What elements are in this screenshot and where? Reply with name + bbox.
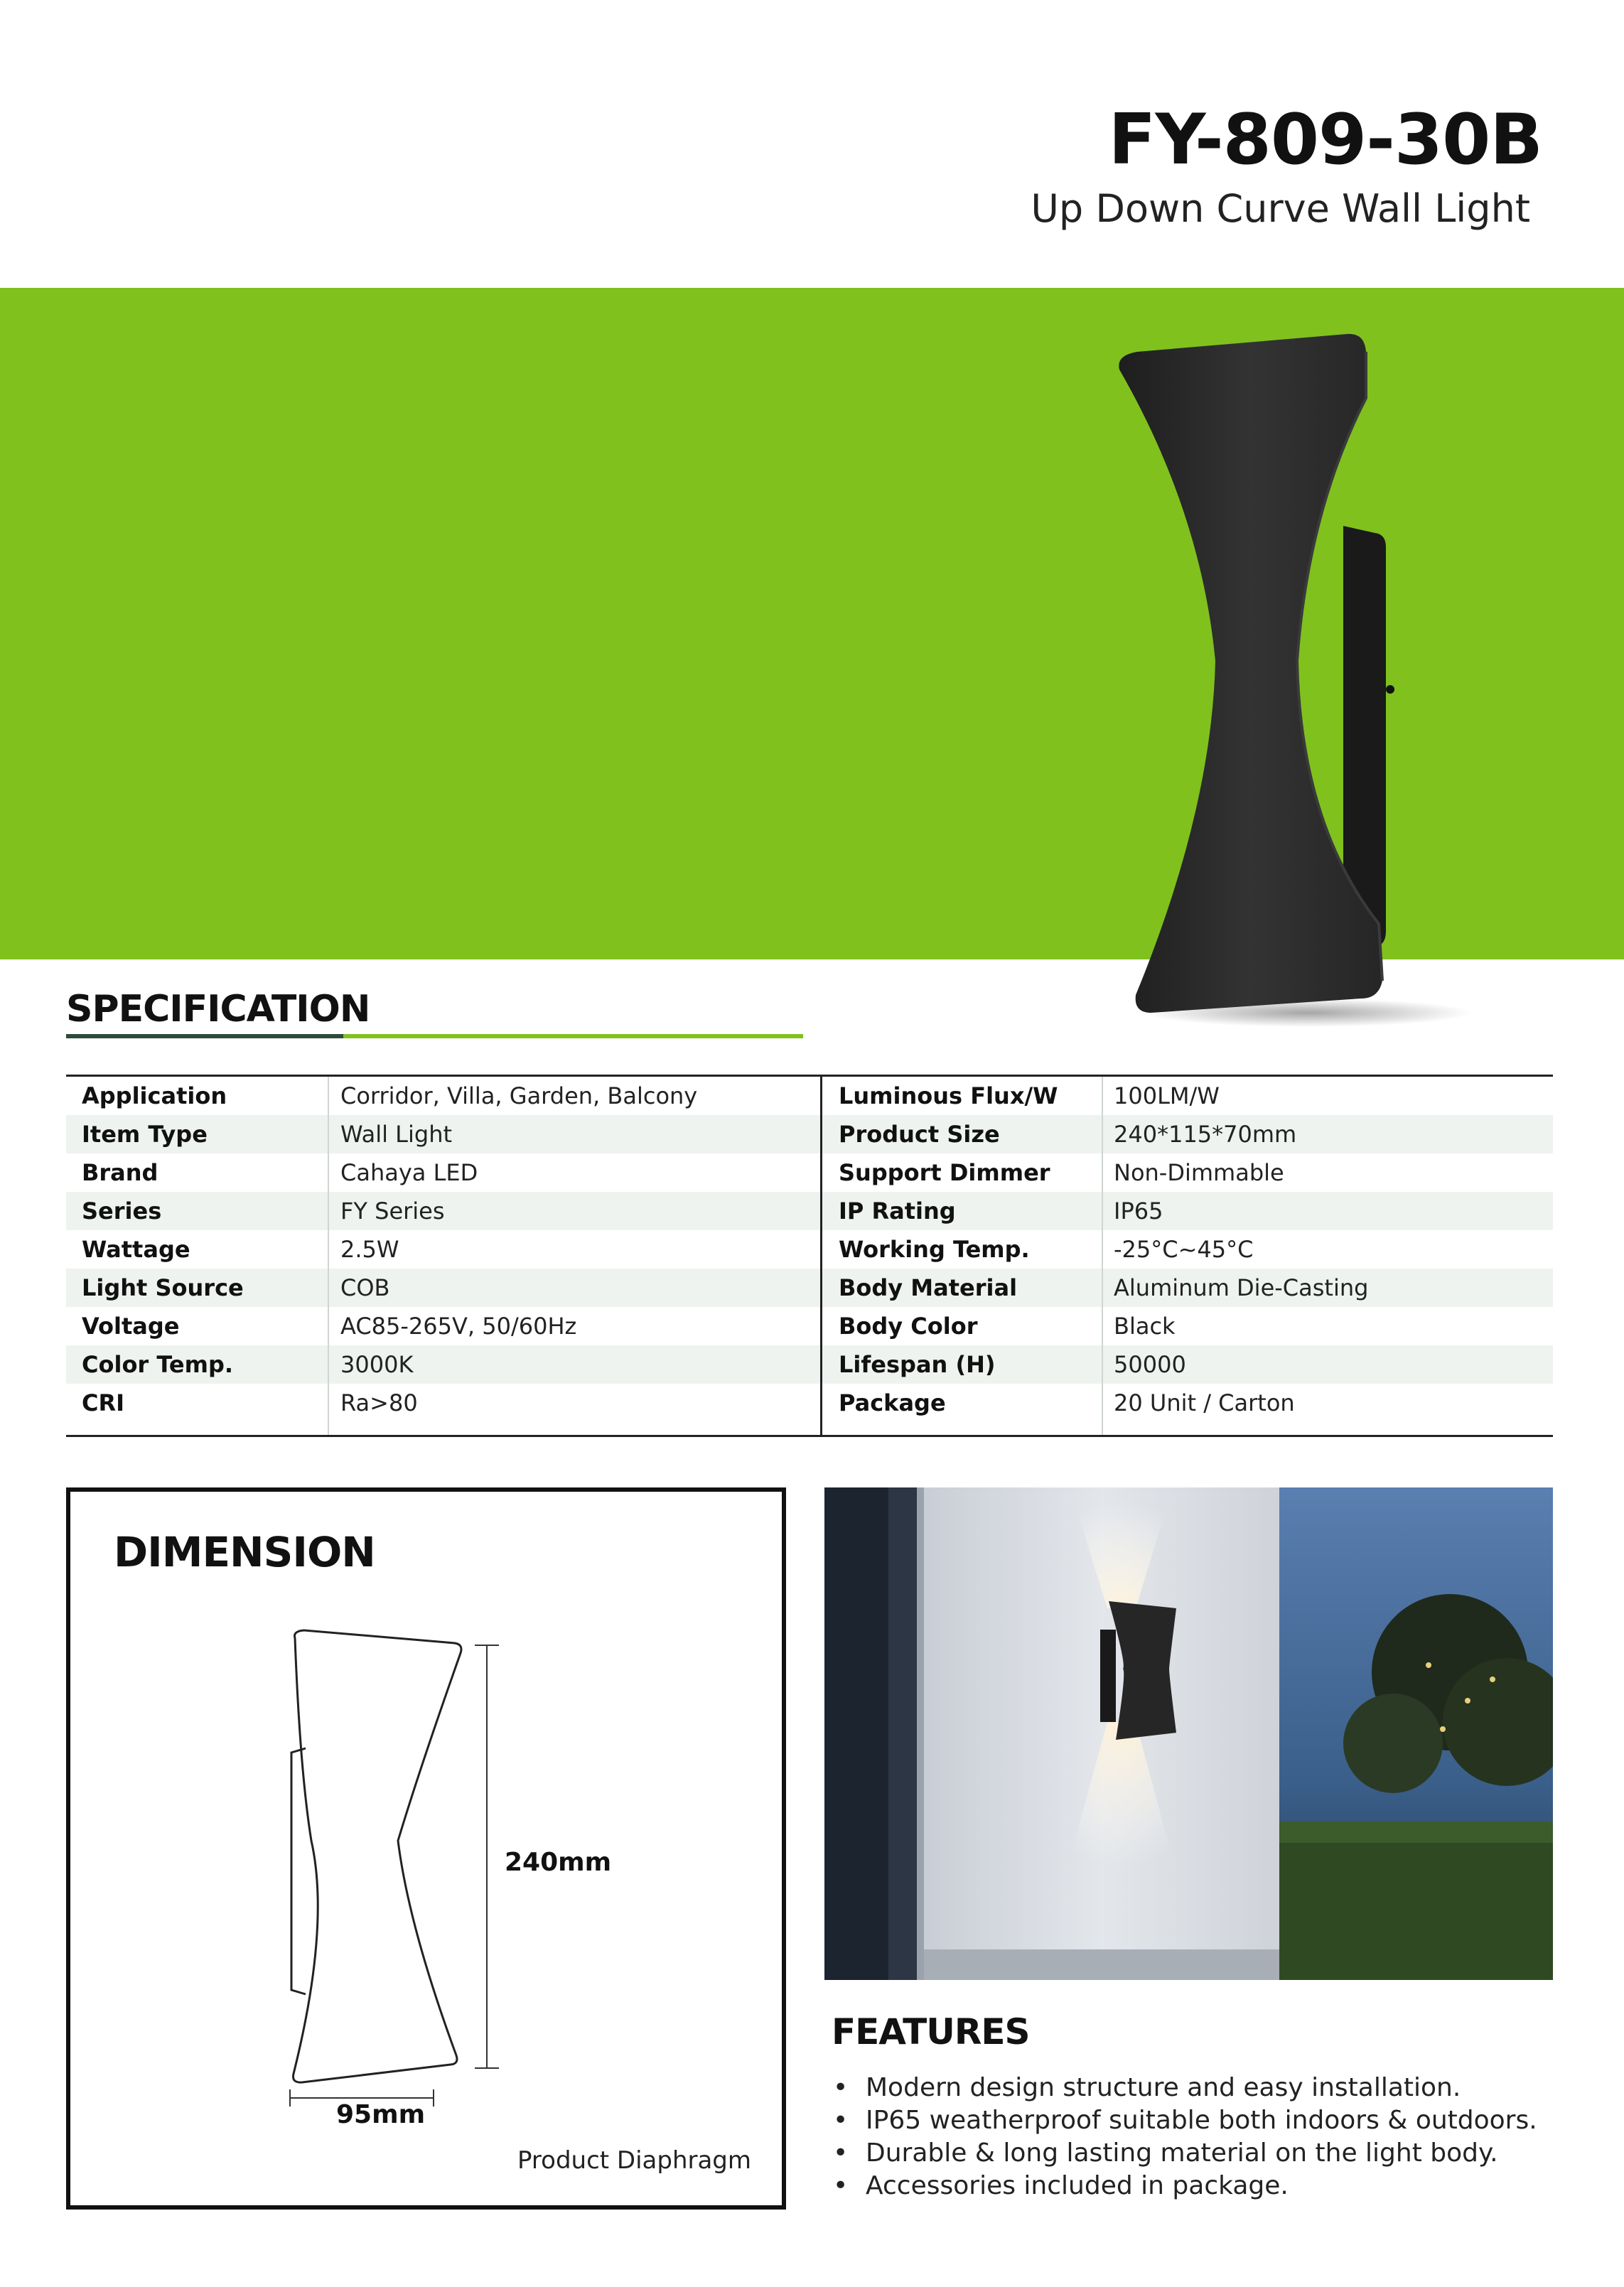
table-row xyxy=(66,1115,1553,1153)
hedge-top xyxy=(1279,1821,1553,1843)
features-list xyxy=(832,2072,1537,2202)
spec-value: IP65 xyxy=(1114,1198,1163,1225)
spec-value: 20 Unit / Carton xyxy=(1114,1389,1295,1416)
product-hero-image xyxy=(1095,313,1493,1038)
tree-foliage xyxy=(1343,1694,1443,1793)
spec-value: Wall Light xyxy=(340,1121,453,1148)
spec-label: Body Material xyxy=(839,1274,1018,1301)
product-body xyxy=(1119,334,1382,1013)
tree-light xyxy=(1490,1677,1495,1682)
door-trim xyxy=(917,1487,924,1980)
list-item: • Accessories included in package. xyxy=(832,2170,1537,2202)
spec-label: Light Source xyxy=(82,1274,244,1301)
spec-value: 2.5W xyxy=(340,1236,399,1263)
table-row xyxy=(66,1307,1553,1345)
table-row xyxy=(66,1269,1553,1307)
wall-base xyxy=(924,1949,1279,1980)
hedge xyxy=(1279,1821,1553,1980)
diagram-body-outline xyxy=(294,1630,462,2082)
diagram-caption: Product Diaphragm xyxy=(517,2146,752,2175)
spec-value: Black xyxy=(1114,1313,1176,1340)
table-row xyxy=(66,1192,1553,1230)
table-row xyxy=(66,1345,1553,1384)
tree-light xyxy=(1440,1726,1446,1732)
product-subtitle: Up Down Curve Wall Light xyxy=(1031,186,1530,231)
spec-label: Product Size xyxy=(839,1121,1000,1148)
specification-heading: SPECIFICATION xyxy=(66,988,370,1031)
spec-label: Series xyxy=(82,1198,162,1225)
spec-label: IP Rating xyxy=(839,1198,956,1225)
spec-value: Cahaya LED xyxy=(340,1159,478,1186)
spec-value: Corridor, Villa, Garden, Balcony xyxy=(340,1082,698,1109)
spec-label: Support Dimmer xyxy=(839,1159,1050,1186)
specification-table xyxy=(66,1075,1553,1437)
dimension-heading: DIMENSION xyxy=(114,1528,375,1576)
spec-value: AC85-265V, 50/60Hz xyxy=(340,1313,577,1340)
product-model-title: FY-809-30B xyxy=(1108,99,1542,181)
spec-label: Lifespan (H) xyxy=(839,1351,996,1378)
door-jamb xyxy=(888,1487,917,1980)
spec-label: Package xyxy=(839,1389,946,1416)
table-row xyxy=(66,1153,1553,1192)
lamp-mount xyxy=(1100,1630,1116,1722)
heading-underline-green xyxy=(343,1034,803,1038)
heading-underline-dark xyxy=(66,1034,343,1038)
spec-label: Wattage xyxy=(82,1236,190,1263)
dimension-diagram xyxy=(270,1627,512,2118)
spec-value: 3000K xyxy=(340,1351,414,1378)
spec-value: Aluminum Die-Casting xyxy=(1114,1274,1369,1301)
spec-label: Item Type xyxy=(82,1121,208,1148)
spec-value: Non-Dimmable xyxy=(1114,1159,1284,1186)
width-label: 95mm xyxy=(336,2100,426,2129)
list-item: • Durable & long lasting material on the light body. xyxy=(832,2137,1537,2170)
height-label: 240mm xyxy=(505,1848,612,1877)
spec-value: 50000 xyxy=(1114,1351,1186,1378)
table-row xyxy=(66,1384,1553,1422)
spec-value: 100LM/W xyxy=(1114,1082,1220,1109)
spec-label: Body Color xyxy=(839,1313,978,1340)
spec-label: CRI xyxy=(82,1389,125,1416)
column-divider-center xyxy=(820,1077,822,1435)
spec-value: COB xyxy=(340,1274,390,1301)
table-row xyxy=(66,1230,1553,1269)
spec-value: 240*115*70mm xyxy=(1114,1121,1297,1148)
list-item: • Modern design structure and easy installation. xyxy=(832,2072,1537,2104)
table-row xyxy=(66,1077,1553,1115)
list-item: • IP65 weatherproof suitable both indoors & outdoors. xyxy=(832,2104,1537,2137)
spec-label: Luminous Flux/W xyxy=(839,1082,1058,1109)
spec-label: Application xyxy=(82,1082,227,1109)
installation-photo xyxy=(824,1487,1553,1980)
spec-label: Color Temp. xyxy=(82,1351,234,1378)
tree-light xyxy=(1465,1698,1470,1704)
mounting-screw xyxy=(1386,685,1394,694)
spec-label: Working Temp. xyxy=(839,1236,1030,1263)
spec-value: -25°C~45°C xyxy=(1114,1236,1254,1263)
door-frame xyxy=(824,1487,888,1980)
features-heading: FEATURES xyxy=(832,2011,1030,2052)
column-divider xyxy=(1102,1077,1103,1435)
column-divider xyxy=(328,1077,329,1435)
spec-value: FY Series xyxy=(340,1198,445,1225)
spec-value: Ra>80 xyxy=(340,1389,418,1416)
spec-label: Voltage xyxy=(82,1313,180,1340)
spec-label: Brand xyxy=(82,1159,158,1186)
tree-light xyxy=(1426,1662,1431,1668)
